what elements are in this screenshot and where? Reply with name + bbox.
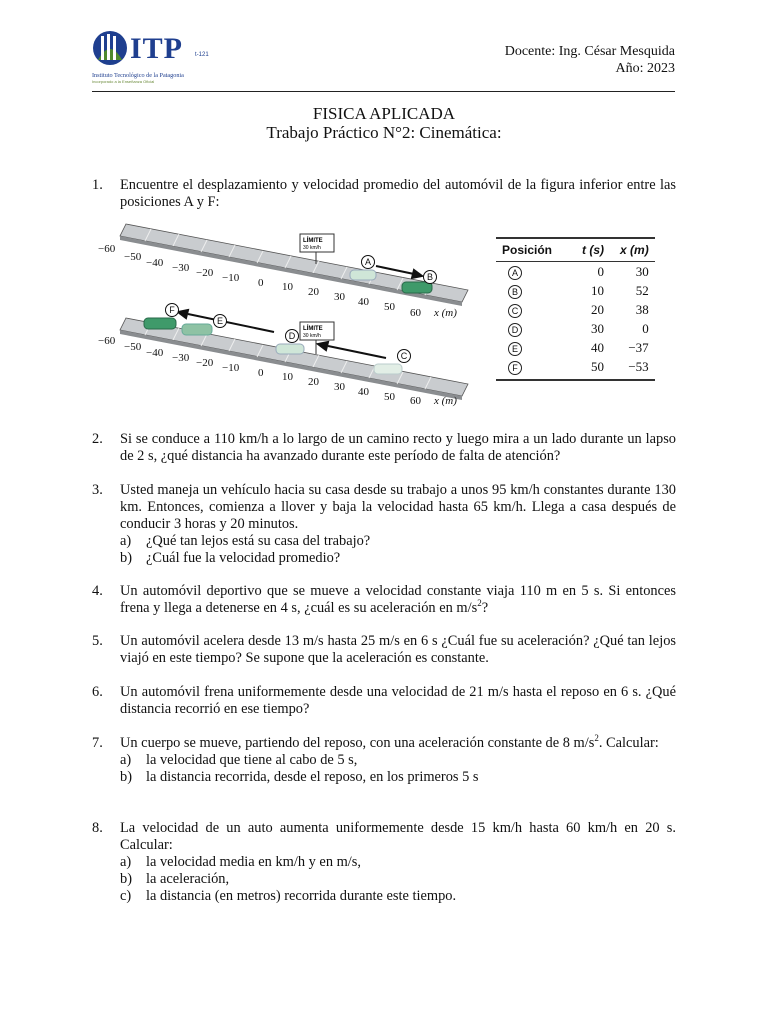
anio: Año: 2023	[615, 61, 675, 76]
tick-label: 60	[410, 395, 421, 407]
table-header: t (s)	[576, 238, 614, 262]
position-table	[496, 237, 655, 381]
time-cell: 30	[591, 320, 605, 336]
logo-subtitle-2: Incorporado a la Enseñanza Oficial	[92, 79, 155, 84]
position-marker: A	[508, 266, 522, 280]
tick-label: 10	[282, 371, 293, 383]
svg-text:LÍMITE: LÍMITE	[303, 238, 323, 244]
tick-label: −10	[222, 362, 240, 374]
question-text: Un automóvil frena uniformemente desde una velocidad de 21 m/s hasta el reposo en 6 s. ¿Qué distancia recorrió en ese tiempo?	[120, 684, 676, 717]
question-number: 4.	[92, 583, 103, 599]
position-marker: B	[508, 285, 522, 299]
kinematics-figure	[96, 222, 476, 412]
car-icon	[402, 282, 432, 293]
tick-label: 50	[384, 301, 395, 313]
position-value-cell: 52	[635, 282, 649, 298]
sub-item: c) la distancia (en metros) recorrida durante este tiempo.	[120, 888, 457, 904]
position-value-cell: 0	[642, 320, 649, 336]
table-row	[496, 357, 655, 380]
time-cell: 40	[591, 339, 605, 355]
position-value-cell: −53	[614, 357, 655, 380]
table-row	[496, 319, 655, 338]
tick-label: 40	[358, 386, 369, 398]
speed-limit-sign	[300, 322, 334, 354]
car-icon	[374, 364, 402, 374]
question-4	[92, 583, 676, 617]
question-8	[92, 820, 676, 905]
question-2	[92, 431, 676, 465]
question-number: 1.	[92, 177, 103, 193]
marker-f: F	[169, 305, 175, 315]
tick-label: −10	[222, 272, 240, 284]
tick-label: 20	[308, 376, 319, 388]
marker-b: B	[426, 272, 434, 282]
tick-label: 0	[258, 367, 264, 379]
table-row	[496, 338, 655, 357]
position-cell	[496, 319, 576, 338]
tick-label: −30	[172, 352, 190, 364]
tick-label: 30	[334, 291, 345, 303]
tick-label: −40	[146, 347, 164, 359]
position-cell	[496, 300, 576, 319]
question-number: 5.	[92, 633, 103, 649]
table-row	[496, 262, 655, 282]
position-value-cell: −37	[628, 339, 649, 355]
question-number: 7.	[92, 735, 103, 751]
position-value-cell: 38	[635, 301, 649, 317]
tick-label: 20	[308, 286, 319, 298]
tick-label: 40	[358, 296, 369, 308]
logo-sup: t-121	[195, 52, 209, 58]
position-cell	[496, 338, 576, 357]
question-number: 6.	[92, 684, 103, 700]
time-cell: 0	[597, 263, 605, 279]
axis-label: x (m)	[434, 307, 457, 319]
question-number: 3.	[92, 482, 103, 498]
header-rule	[92, 91, 675, 92]
tick-label: −50	[124, 341, 142, 353]
time-cell: 50	[576, 357, 614, 380]
tick-label: −40	[146, 257, 164, 269]
question-3	[92, 482, 676, 567]
question-6	[92, 684, 676, 718]
tick-label: 60	[410, 307, 421, 319]
question-text: Si se conduce a 110 km/h a lo largo de un camino recto y luego mira a un lado durante un lapso de 2 s, ¿qué distancia ha avanzado durante este período de falta de atención?	[120, 431, 676, 464]
svg-text:LÍMITE: LÍMITE	[303, 326, 323, 332]
position-cell	[496, 281, 576, 300]
svg-text:30 km/h: 30 km/h	[303, 333, 321, 339]
position-cell	[496, 262, 576, 282]
tick-label: 0	[258, 277, 264, 289]
marker-e: E	[216, 316, 224, 326]
table-row	[496, 281, 655, 300]
question-1	[92, 177, 676, 211]
position-cell	[496, 357, 576, 380]
position-marker: E	[508, 342, 522, 356]
question-text: Encuentre el desplazamiento y velocidad promedio del automóvil de la figura inferior entre las posiciones A y F:	[120, 177, 676, 210]
position-marker: C	[508, 304, 522, 318]
svg-text:30 km/h: 30 km/h	[303, 245, 321, 251]
sub-item: b) la distancia recorrida, desde el reposo, en los primeros 5 s	[120, 769, 479, 785]
tick-label: 10	[282, 281, 293, 293]
sub-item: a) ¿Qué tan lejos está su casa del trabajo?	[120, 533, 371, 549]
tick-label: −20	[196, 267, 214, 279]
car-icon	[276, 344, 304, 354]
question-number: 8.	[92, 820, 103, 836]
itp-logo	[92, 30, 232, 86]
marker-a: A	[364, 257, 372, 267]
question-number: 2.	[92, 431, 103, 447]
sub-item: a) la velocidad que tiene al cabo de 5 s,	[120, 752, 358, 768]
position-value-cell: 30	[635, 263, 649, 279]
tick-label: 30	[334, 381, 345, 393]
title-line-1: FISICA APLICADA	[312, 104, 456, 123]
logo-subtitle: Instituto Tecnológico de la Patagonia	[92, 72, 184, 79]
sub-item: b) la aceleración,	[120, 871, 230, 887]
position-marker: D	[508, 323, 522, 337]
table-row	[496, 300, 655, 319]
question-text: Un automóvil deportivo que se mueve a velocidad constante viaja 110 m en 5 s. Si entonces frena y llega a detenerse en 4 s, ¿cuál es su aceleración en $m/s^2$?	[120, 583, 676, 616]
car-icon	[182, 324, 212, 335]
question-text: Un automóvil acelera desde 13 m/s hasta 25 m/s en 6 s ¿Cuál fue su aceleración? ¿Qué tan lejos viajó en este tiempo? Se supone que la aceleración es constante.	[120, 633, 676, 666]
tick-label: −60	[98, 335, 116, 347]
time-cell: 20	[591, 301, 605, 317]
position-marker: F	[508, 361, 522, 375]
sub-item: a) la velocidad media en km/h y en m/s,	[120, 854, 362, 870]
sub-item: b) ¿Cuál fue la velocidad promedio?	[120, 550, 341, 566]
tick-label: −60	[98, 243, 116, 255]
tick-label: −30	[172, 262, 190, 274]
question-text: Un cuerpo se mueve, partiendo del reposo, con una aceleración constante de 8 $m/s^2$. Calcular:	[120, 733, 659, 751]
logo-emblem-icon	[92, 30, 128, 70]
table-header: x (m)	[614, 238, 655, 262]
marker-c: C	[400, 351, 408, 361]
header-info	[505, 43, 675, 77]
docente: Docente: Ing. César Mesquida	[504, 44, 675, 59]
marker-d: D	[288, 331, 296, 341]
question-7	[92, 735, 676, 786]
car-icon	[350, 270, 376, 280]
logo-text: ITP	[130, 32, 184, 65]
car-icon	[144, 318, 176, 329]
axis-label: x (m)	[434, 395, 457, 407]
table-header: Posición	[496, 238, 576, 262]
question-5	[92, 633, 676, 667]
question-text: La velocidad de un auto aumenta uniformemente desde 15 km/h hasta 60 km/h en 20 s. Calcular:	[120, 820, 676, 853]
tick-label: −50	[124, 251, 142, 263]
tick-label: 50	[384, 391, 395, 403]
tick-label: −20	[196, 357, 214, 369]
question-text: Usted maneja un vehículo hacia su casa desde su trabajo a unos 95 km/h constantes durante 130 km. Entonces, comienza a llover y baja la velocidad hasta 65 km/h. Llega a casa después de conducir 3 horas y 20 minutos.	[120, 482, 676, 532]
title-line-2: Trabajo Práctico N°2: Cinemática:	[266, 123, 502, 142]
time-cell: 10	[591, 282, 605, 298]
